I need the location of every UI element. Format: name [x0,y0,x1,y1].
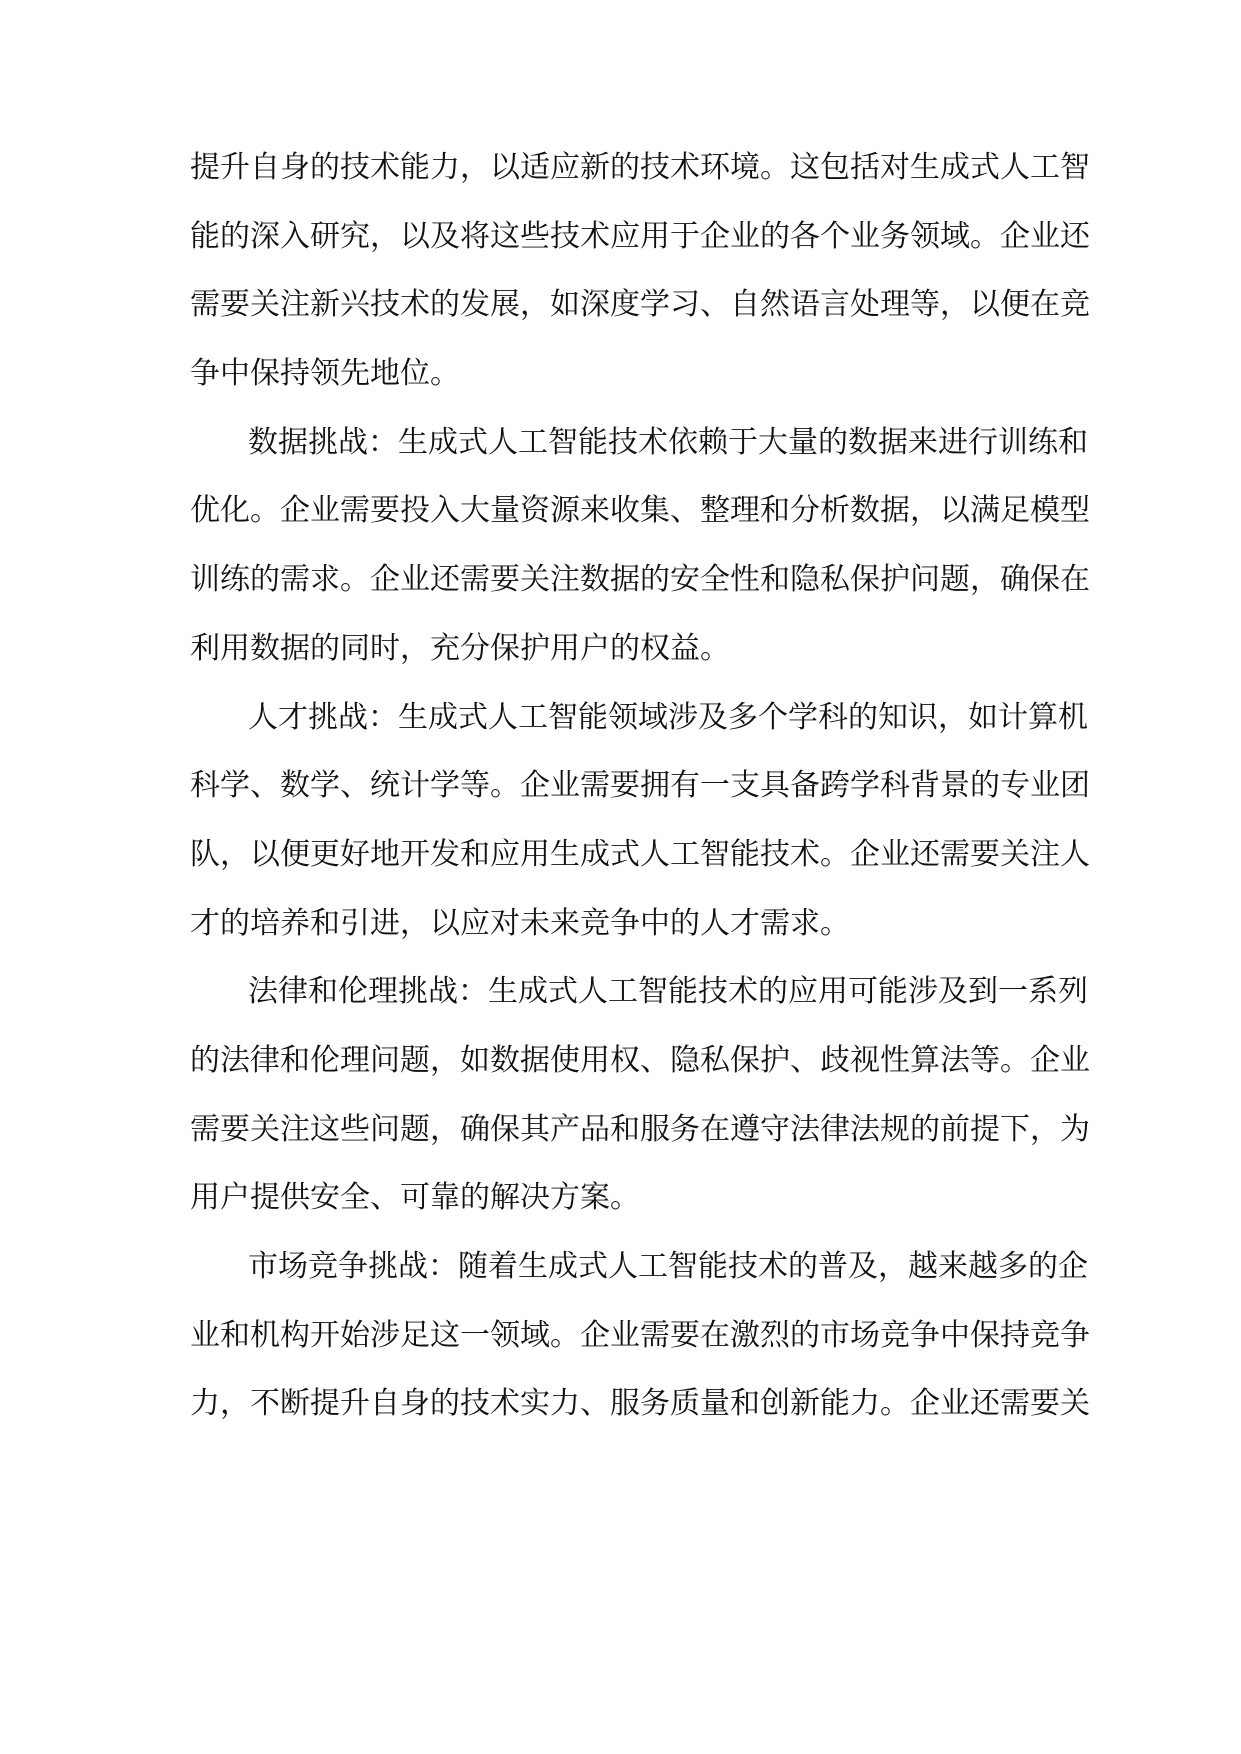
paragraph-talent-challenge [190,698,1090,973]
text-line: 法律和伦理挑战：生成式人工智能技术的应用可能涉及到一系列 [248,974,1088,1010]
body-text [190,148,1090,1453]
text-line: 争中保持领先地位。 [190,356,460,392]
text-line: 业和机构开始涉足这一领域。企业需要在激烈的市场竞争中保持竞争 [190,1317,1090,1353]
text-line: 用户提供安全、可靠的解决方案。 [190,1180,640,1216]
text-line: 训练的需求。企业还需要关注数据的安全性和隐私保护问题，确保在 [190,562,1090,598]
text-line: 科学、数学、统计学等。企业需要拥有一支具备跨学科背景的专业团 [190,768,1090,804]
text-line: 力，不断提升自身的技术实力、服务质量和创新能力。企业还需要关 [190,1386,1090,1422]
text-line: 队，以便更好地开发和应用生成式人工智能技术。企业还需要关注人 [190,836,1090,872]
text-line: 才的培养和引进，以应对未来竞争中的人才需求。 [190,905,850,941]
paragraph-legal-ethics-challenge [190,972,1090,1247]
text-line: 需要关注这些问题，确保其产品和服务在遵守法律法规的前提下，为 [190,1111,1090,1147]
paragraph-data-challenge [190,423,1090,698]
text-line: 能的深入研究，以及将这些技术应用于企业的各个业务领域。企业还 [190,218,1090,254]
text-line: 优化。企业需要投入大量资源来收集、整理和分析数据，以满足模型 [190,493,1090,529]
paragraph-tech-continued [190,148,1090,423]
text-line: 提升自身的技术能力，以适应新的技术环境。这包括对生成式人工智 [190,150,1090,185]
text-line: 的法律和伦理问题，如数据使用权、隐私保护、歧视性算法等。企业 [190,1042,1090,1078]
text-line: 人才挑战：生成式人工智能领域涉及多个学科的知识，如计算机 [248,699,1088,735]
text-line: 利用数据的同时，充分保护用户的权益。 [190,630,730,666]
paragraph-market-competition-challenge [190,1247,1090,1453]
text-line: 市场竞争挑战：随着生成式人工智能技术的普及，越来越多的企 [248,1249,1088,1284]
text-line: 数据挑战：生成式人工智能技术依赖于大量的数据来进行训练和 [248,424,1088,460]
text-line: 需要关注新兴技术的发展，如深度学习、自然语言处理等，以便在竞 [190,287,1090,323]
